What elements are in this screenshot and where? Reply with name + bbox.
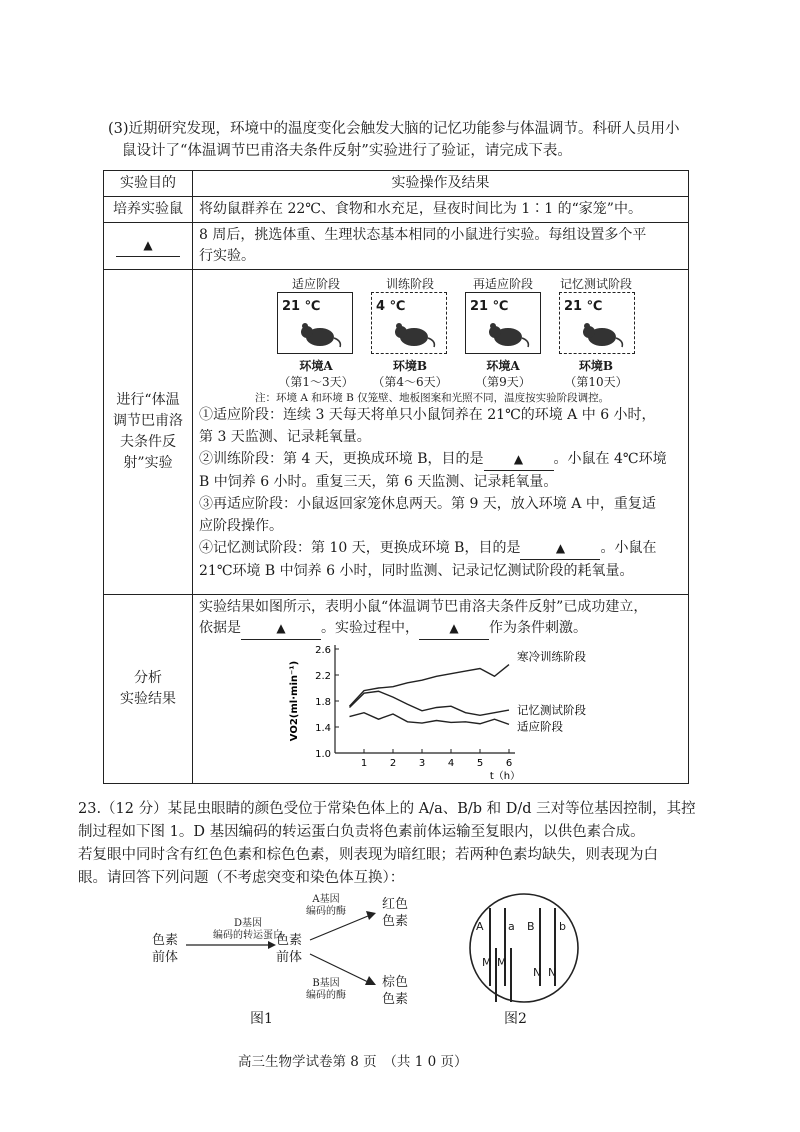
pigment-precursor-mid [276, 932, 302, 966]
q23-line: 23.（12 分）某昆虫眼睛的颜色受位于常染色体上的 A/a、B/b 和 D/d 三对等位基因控制，其控 [78, 801, 696, 817]
step-text: ②训练阶段：第 4 天，更换成环境 B，目的是 [199, 451, 484, 467]
step-line [199, 448, 677, 471]
answer-blank: ▲ [520, 537, 600, 560]
gene-label: b [559, 920, 566, 933]
stage-note: 注：环境 A 和环境 B 仅笼壁、地板图案和光照不同，温度按实验阶段调控。 [255, 392, 610, 404]
oxygen-consumption-chart [273, 641, 603, 781]
mouse-icon [486, 321, 530, 349]
stage-temp: 21 ℃ [282, 299, 321, 314]
gene-label: B [527, 920, 535, 933]
figure-1-pathway [140, 890, 430, 1030]
mouse-icon [298, 321, 342, 349]
gene-label: N [533, 966, 542, 979]
stage-figure [193, 270, 683, 404]
step-text: 。小鼠在 4℃环境 [553, 451, 667, 467]
series-label: 寒冷训练阶段 [517, 649, 586, 664]
red-pigment [382, 896, 408, 930]
stage-title: 再适应阶段 [472, 277, 533, 291]
y-tick-label: 2.6 [315, 645, 331, 656]
stage-title: 记忆测试阶段 [559, 277, 632, 291]
fig1-text: B基因 [312, 978, 340, 989]
answer-blank: ▲ [241, 618, 321, 640]
q23-line: 制过程如下图 1。D 基因编码的转运蛋白负责将色素前体运输至复眼内，以供色素合成。 [78, 824, 645, 840]
x-tick-label: 4 [447, 758, 455, 769]
step-line: 应阶段操作。 [199, 518, 283, 534]
answer-blank: ▲ [484, 448, 554, 471]
step-line: ③再适应阶段：小鼠返回家笼休息两天。第 9 天，放入环境 A 中，重复适 [199, 496, 656, 512]
y-tick-label: 1.8 [315, 697, 331, 708]
table-header-row [104, 171, 689, 197]
answer-blank: ▲ [419, 618, 489, 640]
table-row [104, 270, 689, 595]
series-label: 适应阶段 [517, 719, 563, 734]
experiment-table [103, 170, 689, 784]
q23-line: 若复眼中同时含有红色色素和棕色色素，则表现为暗红眼；若两种色素均缺失，则表现为白 [78, 847, 658, 863]
stage-title: 适应阶段 [291, 277, 340, 291]
intro-line: 鼠设计了“体温调节巴甫洛夫条件反射”实验进行了验证，请完成下表。 [122, 143, 572, 159]
figure-2-caption: 图2 [504, 1011, 527, 1027]
cell-chromosome-diagram [460, 890, 590, 1010]
fig1-text: 前体 [276, 950, 303, 965]
gene-label: M [482, 956, 492, 969]
fig1-text: 编码的酶 [306, 990, 346, 1001]
x-tick-label: 2 [389, 758, 397, 769]
brown-pigment [382, 974, 408, 1008]
fig1-text: 前体 [152, 950, 179, 965]
q23-line: 眼。请回答下列问题（不考虑突变和染色体互换）： [78, 870, 405, 886]
x-tick-label: 5 [476, 758, 484, 769]
row4-purpose [104, 595, 193, 784]
table-row [104, 595, 689, 784]
series-line-1 [350, 665, 510, 707]
header-purpose: 实验目的 [104, 171, 193, 197]
purpose-line: 进行“体温 [116, 392, 180, 408]
gene-label: a [508, 920, 515, 933]
fig1-text: 红色 [382, 897, 409, 912]
result-text: 作为条件刺激。 [489, 620, 587, 636]
row3-content [193, 270, 689, 595]
row1-text: 将幼鼠群养在 22℃、食物和水充足，昼夜时间比为 1∶1 的“家笼”中。 [193, 197, 689, 223]
result-line: 实验结果如图所示，表明小鼠“体温调节巴甫洛夫条件反射”已成功建立， [199, 599, 648, 615]
result-text: 依据是 [199, 620, 241, 636]
step-line: ①适应阶段：连续 3 天每天将单只小鼠饲养在 21℃的环境 A 中 6 小时， [199, 407, 656, 423]
series-label: 记忆测试阶段 [517, 703, 586, 718]
step-text: 。小鼠在 [600, 540, 657, 556]
row2-text [193, 223, 689, 270]
result-line [199, 618, 682, 640]
x-tick-label: 3 [418, 758, 426, 769]
fig1-text: 棕色 [382, 975, 409, 990]
stage-temp: 21 ℃ [564, 299, 603, 314]
step-line [199, 537, 677, 560]
stage-env: 环境B [392, 359, 428, 373]
y-tick-label: 1.4 [315, 723, 331, 734]
stage-days: （第4～6天） [372, 375, 448, 389]
y-axis-label: VO2(ml·min⁻¹) [289, 660, 300, 742]
purpose-line: 分析 [134, 670, 162, 686]
step-text: ④记忆测试阶段：第 10 天，更换成环境 B，目的是 [199, 540, 521, 556]
stage-env: 环境A [299, 359, 333, 373]
row2-purpose [104, 223, 193, 270]
gene-label: A [476, 920, 484, 933]
stage-env: 环境A [486, 359, 520, 373]
figure-2-chromosomes [460, 890, 590, 1030]
row1-purpose: 培养实验鼠 [104, 197, 193, 223]
fig1-text: D基因 [233, 918, 263, 929]
header-operation: 实验操作及结果 [193, 171, 689, 197]
mouse-icon [392, 321, 436, 349]
stage-days: （第10天） [564, 375, 628, 389]
fig1-text: 编码的酶 [306, 906, 346, 917]
stage-box-adapt [277, 292, 353, 354]
stage-temp: 4 ℃ [376, 299, 406, 314]
row2-line: 行实验。 [199, 248, 255, 264]
fig1-text: 编码的转运蛋白 [213, 930, 283, 941]
purpose-line: 夫条件反 [120, 434, 176, 450]
figure-1-caption: 图1 [250, 1011, 273, 1027]
gene-label: N [548, 966, 557, 979]
purpose-line: 实验结果 [120, 691, 176, 707]
purpose-line: 射”实验 [123, 455, 173, 471]
x-axis-label: t（h） [489, 771, 521, 781]
mouse-icon [580, 321, 624, 349]
a-gene-label [296, 894, 356, 918]
answer-blank: ▲ [116, 235, 180, 257]
step-line: B 中饲养 6 小时。重复三天，第 6 天监测、记录耗氧量。 [199, 474, 558, 490]
intro-line: (3)近期研究发现，环境中的温度变化会触发大脑的记忆功能参与体温调节。科研人员用小 [108, 121, 680, 137]
row2-line: 8 周后，挑选体重、生理状态基本相同的小鼠进行实验。每组设置多个平 [199, 227, 647, 243]
table-row [104, 197, 689, 223]
gene-label: M [497, 956, 507, 969]
fig1-text: A基因 [312, 894, 340, 905]
step-line: 第 3 天监测、记录耗氧量。 [199, 429, 371, 445]
stage-box-memory [559, 292, 635, 354]
fig1-text: 色素 [152, 933, 179, 948]
page-footer: 高三生物学试卷第 8 页 （共 1 0 页） [238, 1054, 468, 1070]
table-row [104, 223, 689, 270]
stage-box-readapt [465, 292, 541, 354]
y-tick-label: 2.2 [315, 671, 331, 682]
row4-content [193, 595, 689, 784]
stage-box-train [371, 292, 447, 354]
stage-title: 训练阶段 [385, 277, 434, 291]
y-tick-label: 1.0 [315, 749, 331, 760]
step-line: 21℃环境 B 中饲养 6 小时，同时监测、记录记忆测试阶段的耗氧量。 [199, 563, 634, 579]
fig1-text: 色素 [382, 914, 409, 929]
row3-purpose [104, 270, 193, 595]
stage-env: 环境B [578, 359, 614, 373]
stage-temp: 21 ℃ [470, 299, 509, 314]
x-tick-label: 6 [505, 758, 513, 769]
procedure-steps [199, 404, 677, 582]
series-line-2 [350, 691, 510, 715]
result-text: 。实验过程中， [321, 620, 419, 636]
x-tick-label: 1 [360, 758, 368, 769]
fig1-text: 色素 [276, 933, 303, 948]
fig1-text: 色素 [382, 992, 409, 1007]
purpose-line: 调节巴甫洛 [113, 413, 183, 429]
question-intro [108, 118, 708, 162]
question-23 [78, 798, 718, 890]
stage-days: （第9天） [475, 375, 531, 389]
b-gene-label [296, 978, 356, 1002]
stage-days: （第1～3天） [278, 375, 354, 389]
